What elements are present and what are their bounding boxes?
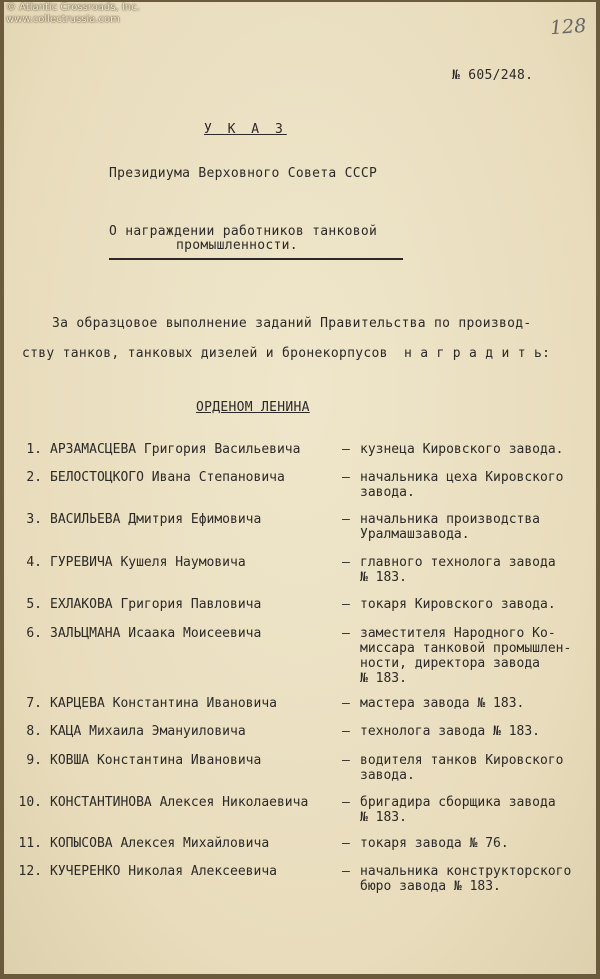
- recipient-number: 10.: [18, 795, 42, 810]
- recipient-position: технолога завода № 183.: [360, 724, 541, 739]
- recipient-number: 11.: [18, 836, 42, 851]
- recipient-number: 8.: [26, 724, 42, 739]
- preamble-line: ству танков, танковых дизелей и бронекорпусов н а г р а д и т ь:: [22, 346, 551, 361]
- document-number: № 605/248.: [452, 68, 534, 83]
- recipient-position: начальника цеха Кировского завода.: [360, 470, 564, 500]
- recipient-number: 4.: [26, 555, 42, 570]
- recipient-name: ВАСИЛЬЕВА Дмитрия Ефимовича: [50, 512, 262, 527]
- recipient-name: БЕЛОСТОЦКОГО Ивана Степановича: [50, 470, 285, 485]
- recipient-position: водителя танков Кировского завода.: [360, 753, 564, 783]
- separator-dash: –: [342, 724, 350, 739]
- recipient-name: КУЧЕРЕНКО Николая Алексеевича: [50, 864, 277, 879]
- recipient-name: КОВША Константина Ивановича: [50, 753, 262, 768]
- separator-dash: –: [342, 626, 350, 641]
- recipient-number: 3.: [26, 512, 42, 527]
- recipient-position: токаря Кировского завода.: [360, 597, 556, 612]
- page-number: 128: [549, 14, 587, 40]
- recipient-number: 5.: [26, 597, 42, 612]
- recipient-number: 9.: [26, 753, 42, 768]
- recipient-name: КАЦА Михаила Эмануиловича: [50, 724, 246, 739]
- recipient-position: кузнеца Кировского завода.: [360, 442, 564, 457]
- separator-dash: –: [342, 836, 350, 851]
- recipient-name: КОПЫСОВА Алексея Михайловича: [50, 836, 270, 851]
- order-heading: ОРДЕНОМ ЛЕНИНА: [196, 400, 310, 415]
- separator-dash: –: [342, 597, 350, 612]
- recipient-name: КОНСТАНТИНОВА Алексея Николаевича: [50, 795, 309, 810]
- recipient-position: мастера завода № 183.: [360, 696, 525, 711]
- separator-dash: –: [342, 512, 350, 527]
- recipient-name: КАРЦЕВА Константина Ивановича: [50, 696, 277, 711]
- copyright-watermark: [6, 2, 140, 26]
- subject-line: промышленности.: [176, 238, 298, 253]
- title-divider: [109, 258, 403, 260]
- recipient-position: начальника производства Уралмашзавода.: [360, 512, 541, 542]
- recipient-position: заместителя Народного Ко- миссара танковой промышлен- ности, директора завода № 183.: [360, 626, 572, 686]
- preamble-line: За образцовое выполнение заданий Правительства по производ-: [52, 316, 532, 331]
- document-page: [4, 2, 596, 974]
- separator-dash: –: [342, 864, 350, 879]
- recipient-position: главного технолога завода № 183.: [360, 555, 556, 585]
- recipient-position: бригадира сборщика завода № 183.: [360, 795, 556, 825]
- separator-dash: –: [342, 753, 350, 768]
- recipient-number: 7.: [26, 696, 42, 711]
- document-title: У К А З: [204, 122, 287, 137]
- recipient-name: АРЗАМАСЦЕВА Григория Васильевича: [50, 442, 301, 457]
- recipient-name: ЕХЛАКОВА Григория Павловича: [50, 597, 262, 612]
- separator-dash: –: [342, 442, 350, 457]
- subject-line: О награждении работников танковой: [109, 224, 378, 239]
- recipient-name: ЗАЛЬЦМАНА Исаака Моисеевича: [50, 626, 262, 641]
- watermark-line: © Atlantic Crossroads, Inc.: [6, 2, 140, 13]
- watermark-line: www.collectrussia.com: [6, 14, 120, 25]
- separator-dash: –: [342, 470, 350, 485]
- recipient-number: 2.: [26, 470, 42, 485]
- recipient-number: 6.: [26, 626, 42, 641]
- recipient-position: токаря завода № 76.: [360, 836, 509, 851]
- recipient-position: начальника конструкторского бюро завода № 183.: [360, 864, 572, 894]
- separator-dash: –: [342, 696, 350, 711]
- recipient-name: ГУРЕВИЧА Кушеля Наумовича: [50, 555, 246, 570]
- recipient-number: 12.: [18, 864, 42, 879]
- separator-dash: –: [342, 795, 350, 810]
- recipient-number: 1.: [26, 442, 42, 457]
- issuer-line: Президиума Верховного Совета СССР: [109, 166, 378, 181]
- separator-dash: –: [342, 555, 350, 570]
